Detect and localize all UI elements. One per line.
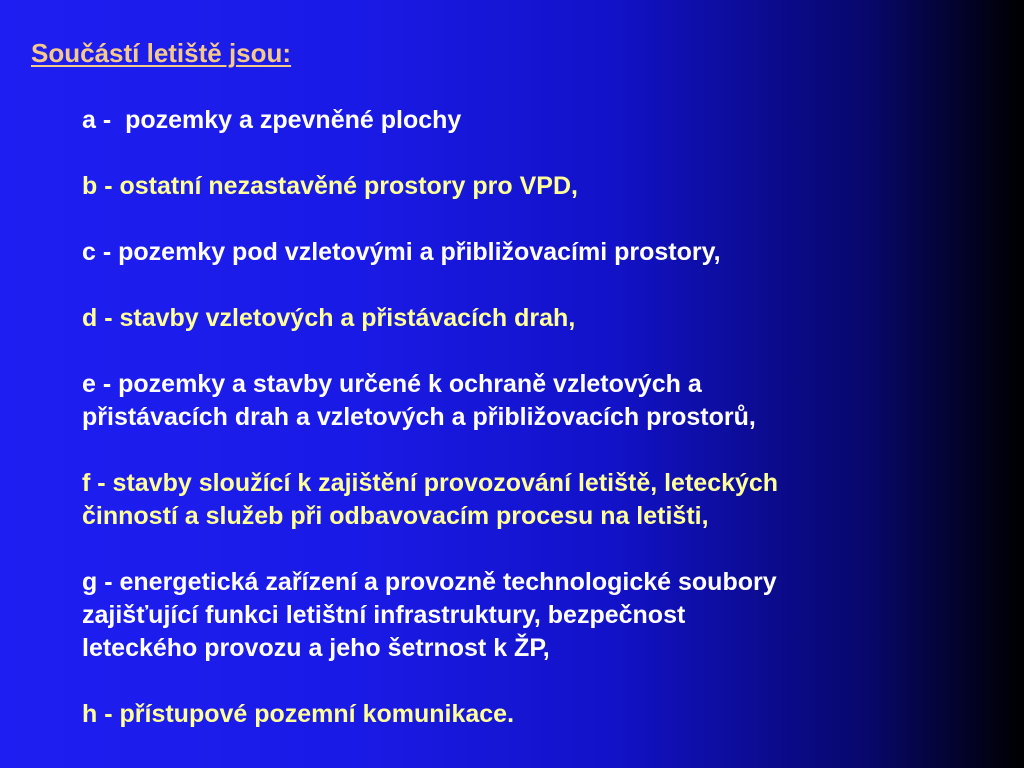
list-item-b (82, 170, 982, 203)
list-item-text: stavby sloužící k zajištění provozování letiště, leteckých (112, 469, 779, 497)
list-item-text: pozemky a stavby určené k ochraně vzletových a (118, 370, 702, 398)
list-item-line (82, 104, 982, 137)
list-item-line: přistávacích drah a vzletových a přibližovacích prostorů, (82, 403, 756, 431)
list-item-text: energetická zařízení a provozně technologické soubory (119, 568, 777, 596)
list-item-letter: a - (82, 106, 126, 134)
component-list (82, 104, 982, 764)
list-item-line: činností a služeb při odbavovacím procesu na letišti, (82, 502, 709, 530)
list-item-letter: g - (82, 568, 120, 596)
list-item-line (82, 236, 982, 269)
list-item-text: přístupové pozemní komunikace. (119, 700, 515, 728)
slide-title: Součástí letiště jsou: (31, 38, 292, 68)
list-item-text: pozemky pod vzletovými a přibližovacími prostory, (118, 238, 721, 266)
list-item-d (82, 302, 982, 335)
list-item-line (82, 698, 982, 731)
list-item-line (82, 368, 982, 401)
list-item-text: stavby vzletových a přistávacích drah, (119, 304, 576, 332)
list-item-text: ostatní nezastavěné prostory pro VPD, (119, 172, 578, 200)
list-item-letter: c - (82, 238, 119, 266)
list-item-c (82, 236, 982, 269)
list-item-f (82, 467, 982, 533)
list-item-letter: f - (82, 469, 113, 497)
list-item-line (82, 170, 982, 203)
list-item-letter: d - (82, 304, 120, 332)
list-item-e (82, 368, 982, 434)
list-item-text: pozemky a zpevněné plochy (125, 106, 462, 134)
list-item-line: leteckého provozu a jeho šetrnost k ŽP, (82, 634, 550, 662)
list-item-g (82, 566, 982, 665)
list-item-line (82, 566, 982, 599)
list-item-line (82, 302, 982, 335)
list-item-letter: h - (82, 700, 120, 728)
list-item-line: zajišťující funkci letištní infrastruktury, bezpečnost (82, 601, 686, 629)
list-item-line (82, 467, 982, 500)
list-item-letter: b - (82, 172, 120, 200)
list-item-a (82, 104, 982, 137)
list-item-h (82, 698, 982, 731)
list-item-letter: e - (82, 370, 119, 398)
